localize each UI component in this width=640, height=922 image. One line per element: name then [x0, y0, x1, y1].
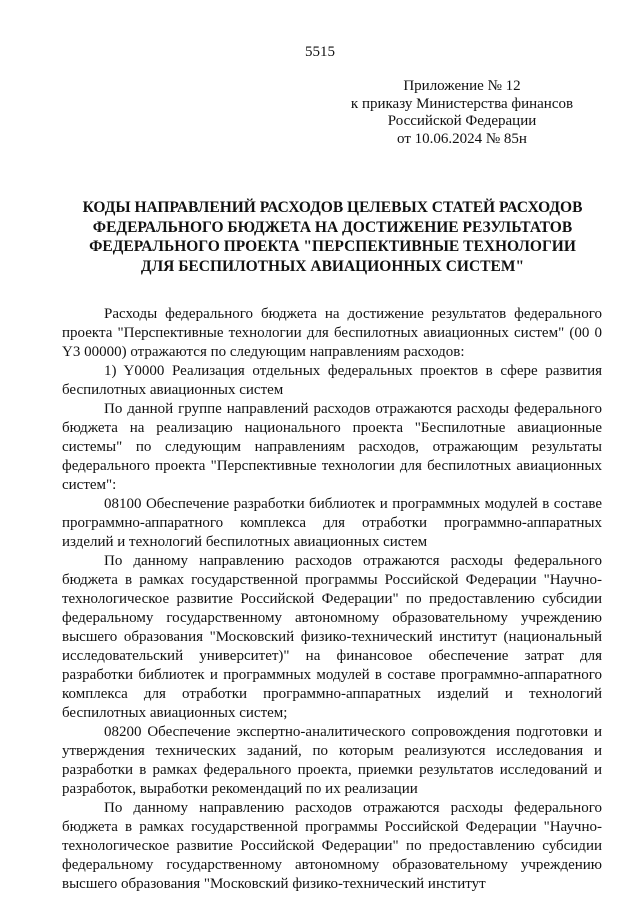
body-paragraph: 08200 Обеспечение экспертно-аналитического сопровождения подготовки и утверждения технических заданий, по которым реализуются исследования и разработки в рамках федерального проекта, приемки результатов исследований и разработок, выработки рекомендаций по их реализации — [62, 724, 602, 797]
body-paragraph: По данной группе направлений расходов отражаются расходы федерального бюджета на реализацию национального проекта "Беспилотные авиационные системы" по следующим направлениям расходов, отражающим результаты федерального проекта "Перспективные технологии для беспилотных авиационных систем": — [62, 401, 602, 493]
appendix-line: к приказу Министерства финансов — [350, 95, 574, 112]
title-line: ДЛЯ БЕСПИЛОТНЫХ АВИАЦИОННЫХ СИСТЕМ" — [140, 257, 525, 275]
appendix-line: Приложение № 12 — [403, 78, 521, 94]
document-title — [60, 198, 605, 276]
title-line: ФЕДЕРАЛЬНОГО БЮДЖЕТА НА ДОСТИЖЕНИЕ РЕЗУЛЬТАТОВ — [92, 218, 573, 236]
title-line: КОДЫ НАПРАВЛЕНИЙ РАСХОДОВ ЦЕЛЕВЫХ СТАТЕЙ РАСХОДОВ — [82, 199, 583, 216]
appendix-block — [322, 78, 602, 148]
body-paragraph: 1) Y0000 Реализация отдельных федеральных проектов в сфере развития беспилотных авиационных систем — [62, 363, 602, 398]
body-paragraph: Расходы федерального бюджета на достижение результатов федерального проекта "Перспективные технологии для беспилотных авиационных систем" (00 0 Y3 00000) отражаются по следующим направлениям расходов: — [62, 306, 602, 360]
document-body — [62, 305, 602, 894]
appendix-line: Российской Федерации — [387, 113, 537, 129]
title-line: ФЕДЕРАЛЬНОГО ПРОЕКТА "ПЕРСПЕКТИВНЫЕ ТЕХНОЛОГИИ — [89, 238, 576, 255]
body-paragraph: По данному направлению расходов отражаются расходы федерального бюджета в рамках государственной программы Российской Федерации "Научно-технологическое развитие Российской Федерации" по предоставлению субсидии федеральному государственному автономному образовательному учреждению высшего образования "Московский физико-технический институт — [62, 800, 602, 892]
body-paragraph: 08100 Обеспечение разработки библиотек и программных модулей в составе программно-аппаратного комплекса для отработки программно-аппаратных изделий и технологий беспилотных авиационных систем — [62, 496, 602, 550]
page-number: 5515 — [305, 44, 335, 60]
appendix-line: от 10.06.2024 № 85н — [397, 130, 527, 147]
body-paragraph: По данному направлению расходов отражаются расходы федерального бюджета в рамках государственной программы Российской Федерации "Научно-технологическое развитие Российской Федерации" по предоставлению субсидии федеральному государственному автономному образовательному учреждению высшего образования "Московский физико-технический институт (национальный исследовательский университет)" на финансовое обеспечение затрат для разработки библиотек и программных модулей в составе программно-аппаратного комплекса для отработки программно-аппаратных изделий и технологий беспилотных авиационных систем; — [62, 553, 602, 721]
